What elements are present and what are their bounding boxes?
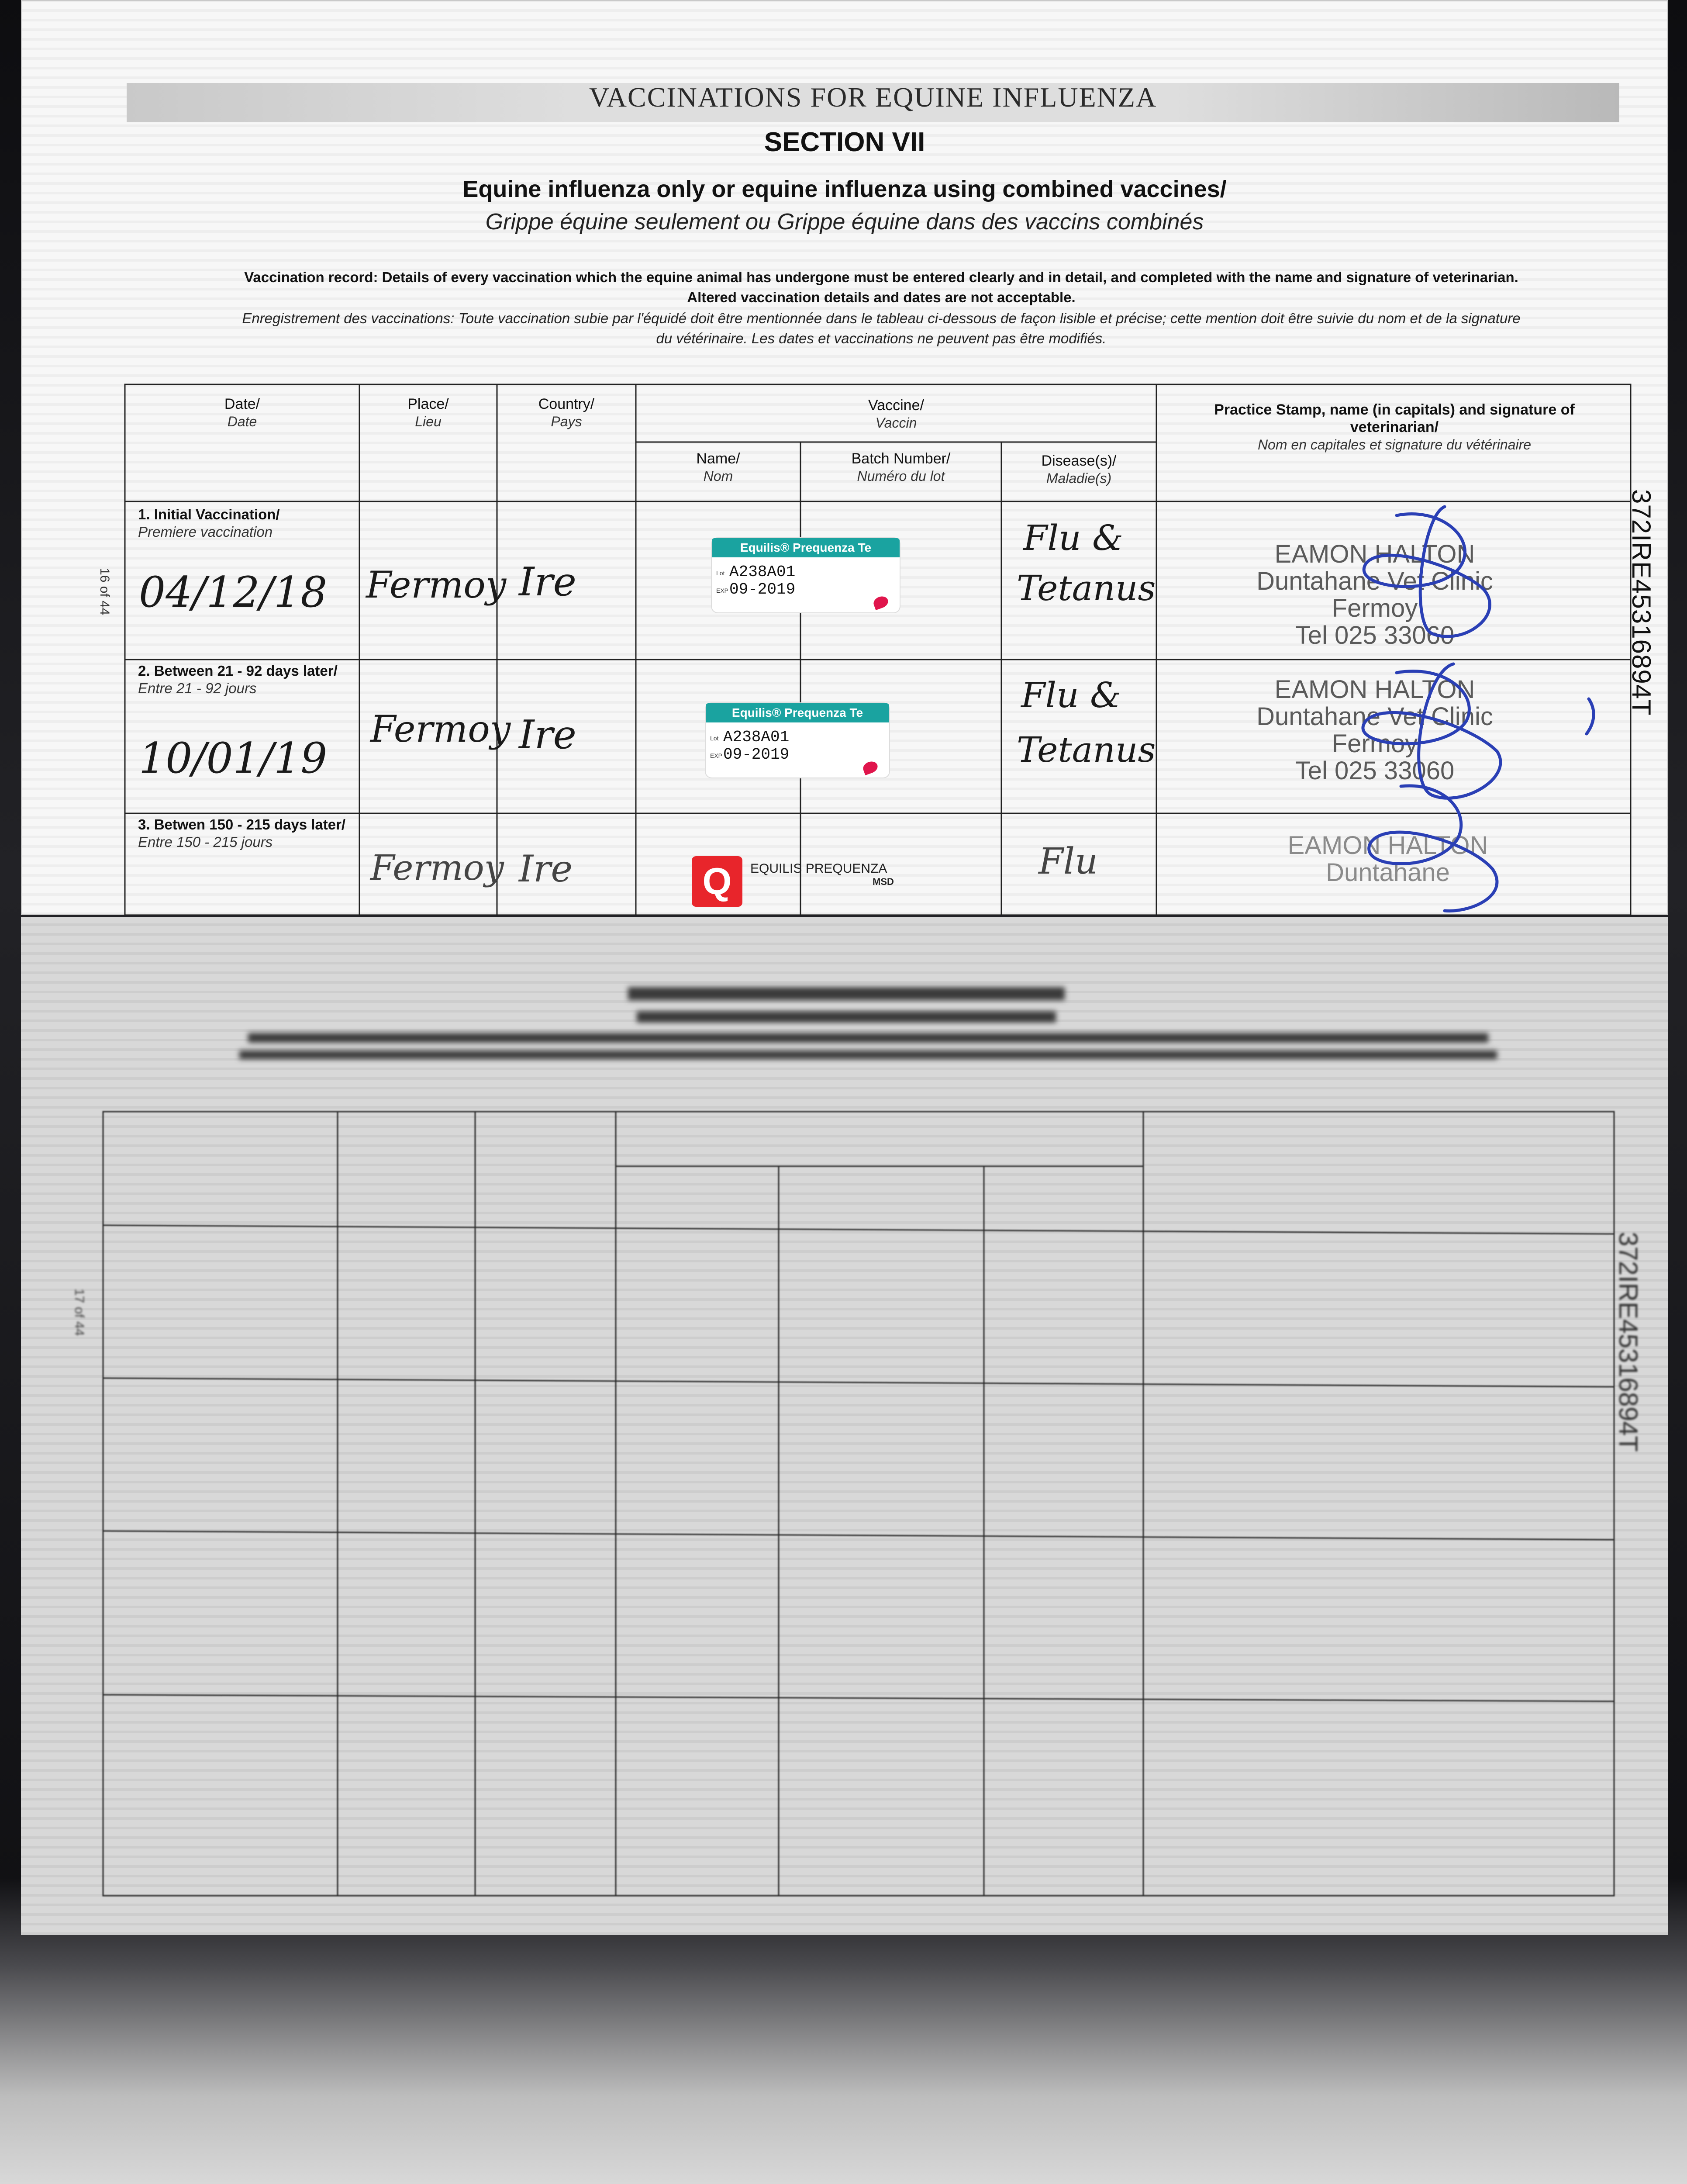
row-1-stamp-town: Fermoy (1332, 594, 1418, 622)
row-2-stamp-clinic: Duntahane Vet Clinic (1256, 702, 1493, 731)
header-place-fr: Lieu (415, 414, 442, 429)
header-stamp-fr: Nom en capitales et signature du vétérinaire (1257, 437, 1532, 453)
passport-id-vertical: 372IRE45316894T (1627, 489, 1656, 716)
header-place-en: Place/ (407, 396, 449, 412)
row-2-country: Ire (519, 712, 576, 758)
passport-page-17 (21, 917, 1668, 1935)
band-title: VACCINATIONS FOR EQUINE INFLUENZA (589, 82, 1157, 113)
header-vaccine-fr: Vaccin (875, 415, 917, 431)
passport-page-16 (21, 0, 1668, 915)
row-3-vaccine-brand: MSD (873, 876, 894, 887)
row-1-country: Ire (519, 559, 576, 605)
row-1-label-en: 1. Initial Vaccination/ (138, 506, 280, 522)
header-country-en: Country/ (538, 396, 595, 412)
row-2-place: Fermoy (370, 708, 511, 750)
header-stamp-en: Practice Stamp, name (in capitals) and signature of veterinarian/ (1214, 401, 1575, 435)
row-1-vaccine-name: Equilis® Prequenza Te (712, 538, 900, 557)
exp-tag: EXP (710, 752, 723, 759)
section-title: SECTION VII (764, 127, 925, 157)
row-3-stamp-clinic: Duntahane (1326, 858, 1450, 887)
row-1-disease-line-1: Flu & (1023, 518, 1124, 558)
row-3-stamp-name: EAMON HALTON (1287, 831, 1488, 860)
page-number: 16 of 44 (97, 568, 112, 615)
row-2-date: 10/01/19 (139, 734, 328, 783)
row-3-country: Ire (519, 847, 573, 890)
row-1-stamp-clinic: Duntahane Vet Clinic (1256, 567, 1493, 595)
instruction-french-line-1: Enregistrement des vaccinations: Toute vaccination subie par l'équidé doit être mentionnée dans le tableau ci-dessous de façon lisible et précise; cette mention doit être suivie du nom et de la signature (242, 310, 1521, 326)
veterinarian-signature (21, 0, 1668, 915)
row-1-lot: A238A01 (729, 563, 796, 581)
instruction-english-line-1: Vaccination record: Details of every vaccination which the equine animal has undergone must be entered clearly and in detail, and completed with the name and signature of veterinarian. (244, 269, 1518, 285)
instruction-french-line-2: du vétérinaire. Les dates et vaccinations ne peuvent pas être modifiés. (656, 330, 1107, 346)
instruction-english-line-2: Altered vaccination details and dates are not acceptable. (687, 289, 1076, 305)
row-2-label-en: 2. Between 21 - 92 days later/ (138, 663, 338, 679)
passport-id-vertical-bottom: 372IRE45316894T (1614, 1232, 1643, 1452)
header-disease-fr: Maladie(s) (1046, 470, 1112, 486)
row-1-exp: 09-2019 (729, 581, 796, 598)
row-1-label-fr: Premiere vaccination (138, 524, 273, 540)
row-2-stamp-tel: Tel 025 33060 (1295, 757, 1455, 785)
blank-table-grid (21, 917, 1668, 1935)
row-2-disease-line-1: Flu & (1021, 675, 1121, 715)
row-3-label-fr: Entre 150 - 215 jours (138, 834, 273, 850)
row-1-date: 04/12/18 (139, 568, 328, 617)
qlogo-icon: Q (692, 856, 742, 907)
row-2-vaccine-name: Equilis® Prequenza Te (706, 703, 889, 722)
row-1-place: Fermoy (366, 563, 507, 606)
row-2-stamp-town: Fermoy (1332, 729, 1418, 758)
row-1-disease-line-2: Tetanus (1017, 568, 1156, 608)
lot-tag: Lot (716, 570, 725, 577)
header-name-fr: Nom (703, 468, 733, 484)
header-date-en: Date/ (224, 396, 260, 412)
subtitle-french: Grippe équine seulement ou Grippe équine dans des vaccins combinés (485, 209, 1204, 235)
header-date-fr: Date (227, 414, 257, 429)
row-2-label-fr: Entre 21 - 92 jours (138, 680, 257, 696)
header-country-fr: Pays (551, 414, 582, 429)
header-batch-fr: Numéro du lot (857, 468, 945, 484)
row-2-stamp-name: EAMON HALTON (1274, 675, 1475, 704)
header-disease-en: Disease(s)/ (1041, 453, 1117, 469)
header-batch-en: Batch Number/ (851, 450, 951, 467)
row-3-disease: Flu (1038, 841, 1098, 882)
subtitle-english: Equine influenza only or equine influenza using combined vaccines/ (462, 176, 1227, 202)
row-3-vaccine-name: EQUILIS PREQUENZA (750, 861, 887, 876)
header-name-en: Name/ (696, 450, 740, 467)
row-3-label-en: 3. Betwen 150 - 215 days later/ (138, 816, 346, 833)
row-3-place: Fermoy (370, 847, 504, 888)
row-2-lot: A238A01 (723, 728, 790, 746)
row-2-exp: 09-2019 (723, 746, 790, 764)
page-number-bottom: 17 of 44 (72, 1289, 86, 1336)
row-2-disease-line-2: Tetanus (1017, 729, 1156, 770)
row-1-stamp-tel: Tel 025 33060 (1295, 621, 1455, 650)
lot-tag: Lot (710, 735, 719, 742)
exp-tag: EXP (716, 587, 729, 594)
row-1-stamp-name: EAMON HALTON (1274, 540, 1475, 568)
header-vaccine-en: Vaccine/ (868, 397, 924, 414)
